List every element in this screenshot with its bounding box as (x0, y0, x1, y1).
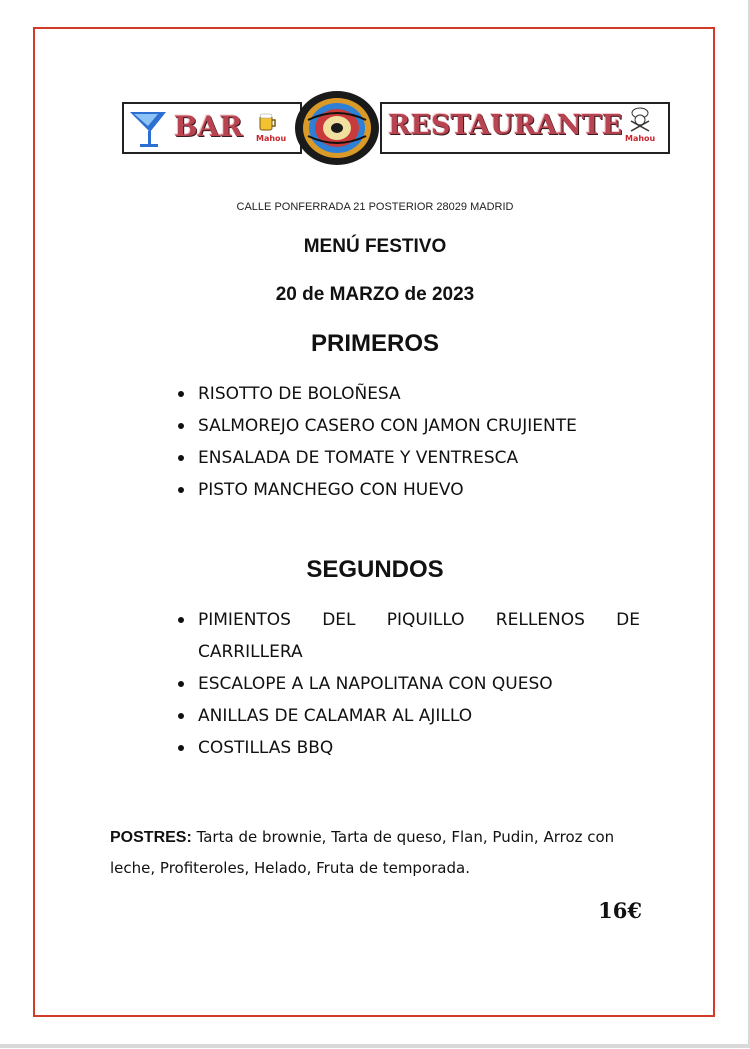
postres-label: POSTRES: (110, 829, 192, 846)
banner-bar-word: BAR (174, 110, 243, 143)
cocktail-glass-icon (128, 108, 168, 150)
beer-mug-icon (258, 112, 278, 132)
postres-paragraph (110, 822, 650, 884)
segundos-heading: SEGUNDOS (306, 556, 444, 583)
list-item: COSTILLAS BBQ (176, 732, 640, 764)
chef-icon (628, 107, 652, 133)
banner-bar-panel (122, 102, 302, 154)
menu-price: 16€ (598, 898, 642, 923)
list-item: PISTO MANCHEGO CON HUEVO (176, 474, 640, 506)
restaurant-banner (122, 90, 670, 166)
list-item: RISOTTO DE BOLOÑESA (176, 378, 640, 410)
list-item: SALMOREJO CASERO CON JAMON CRUJIENTE (176, 410, 640, 442)
list-item: ENSALADA DE TOMATE Y VENTRESCA (176, 442, 640, 474)
brand-logo-left: Mahou (256, 134, 287, 143)
menu-title: MENÚ FESTIVO (303, 236, 447, 257)
primeros-list (176, 378, 640, 506)
address: CALLE PONFERRADA 21 POSTERIOR 28029 MADRID (236, 201, 514, 213)
list-item: ANILLAS DE CALAMAR AL AJILLO (176, 700, 640, 732)
postres-text: Tarta de brownie, Tarta de queso, Flan, Pudin, Arroz con leche, Profiteroles, Helado, Fruta de temporada. (110, 828, 615, 877)
restaurant-emblem-icon (294, 90, 380, 166)
banner-restaurant-word: RESTAURANTE (388, 110, 623, 141)
menu-date: 20 de MARZO de 2023 (275, 284, 475, 305)
banner-restaurant-panel (380, 102, 670, 154)
list-item: ESCALOPE A LA NAPOLITANA CON QUESO (176, 668, 640, 700)
brand-logo-right: Mahou (625, 134, 656, 143)
segundos-list (176, 604, 640, 764)
primeros-heading: PRIMEROS (310, 330, 439, 357)
list-item: PIMIENTOS DEL PIQUILLO RELLENOS DE CARRILLERA (176, 604, 640, 668)
